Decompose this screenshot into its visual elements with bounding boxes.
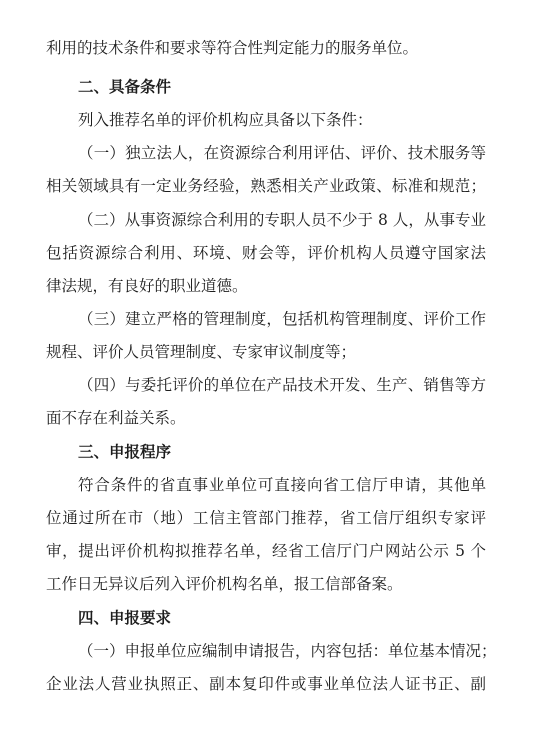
body-line: 利用的技术条件和要求等符合性判定能力的服务单位。 — [46, 39, 419, 57]
section-heading-conditions: 二、具备条件 — [78, 78, 172, 96]
body-line: 企业法人营业执照正、副本复印件或事业单位法人证书正、副 — [46, 675, 486, 693]
body-line: （二）从事资源综合利用的专职人员不少于 8 人，从事专业 — [78, 211, 486, 229]
body-line: 律法规，有良好的职业道德。 — [46, 277, 248, 295]
body-line: 工作日无异议后列入评价机构名单，报工信部备案。 — [46, 575, 403, 593]
body-line: 审，提出评价机构拟推荐名单，经省工信厅门户网站公示 5 个 — [46, 542, 486, 560]
body-line: 面不存在利益关系。 — [46, 409, 186, 427]
body-line: 规程、评价人员管理制度、专家审议制度等； — [46, 343, 357, 361]
section-heading-procedure: 三、申报程序 — [78, 443, 172, 461]
body-line: 符合条件的省直事业单位可直接向省工信厅申请，其他单 — [78, 476, 486, 494]
body-line: 相关领域具有一定业务经验，熟悉相关产业政策、标准和规范； — [46, 177, 486, 195]
body-line: （三）建立严格的管理制度，包括机构管理制度、评价工作 — [78, 310, 486, 328]
body-line: 列入推荐名单的评价机构应具备以下条件： — [78, 111, 373, 129]
body-line: （一）独立法人，在资源综合利用评估、评价、技术服务等 — [78, 144, 486, 162]
body-line: 包括资源综合利用、环境、财会等，评价机构人员遵守国家法 — [46, 244, 486, 262]
body-line: （四）与委托评价的单位在产品技术开发、生产、销售等方 — [78, 376, 486, 394]
body-line: 位通过所在市（地）工信主管部门推荐，省工信厅组织专家评 — [46, 509, 486, 527]
section-heading-requirements: 四、申报要求 — [78, 609, 172, 627]
body-line: （一）申报单位应编制申请报告，内容包括：单位基本情况； — [78, 642, 497, 660]
